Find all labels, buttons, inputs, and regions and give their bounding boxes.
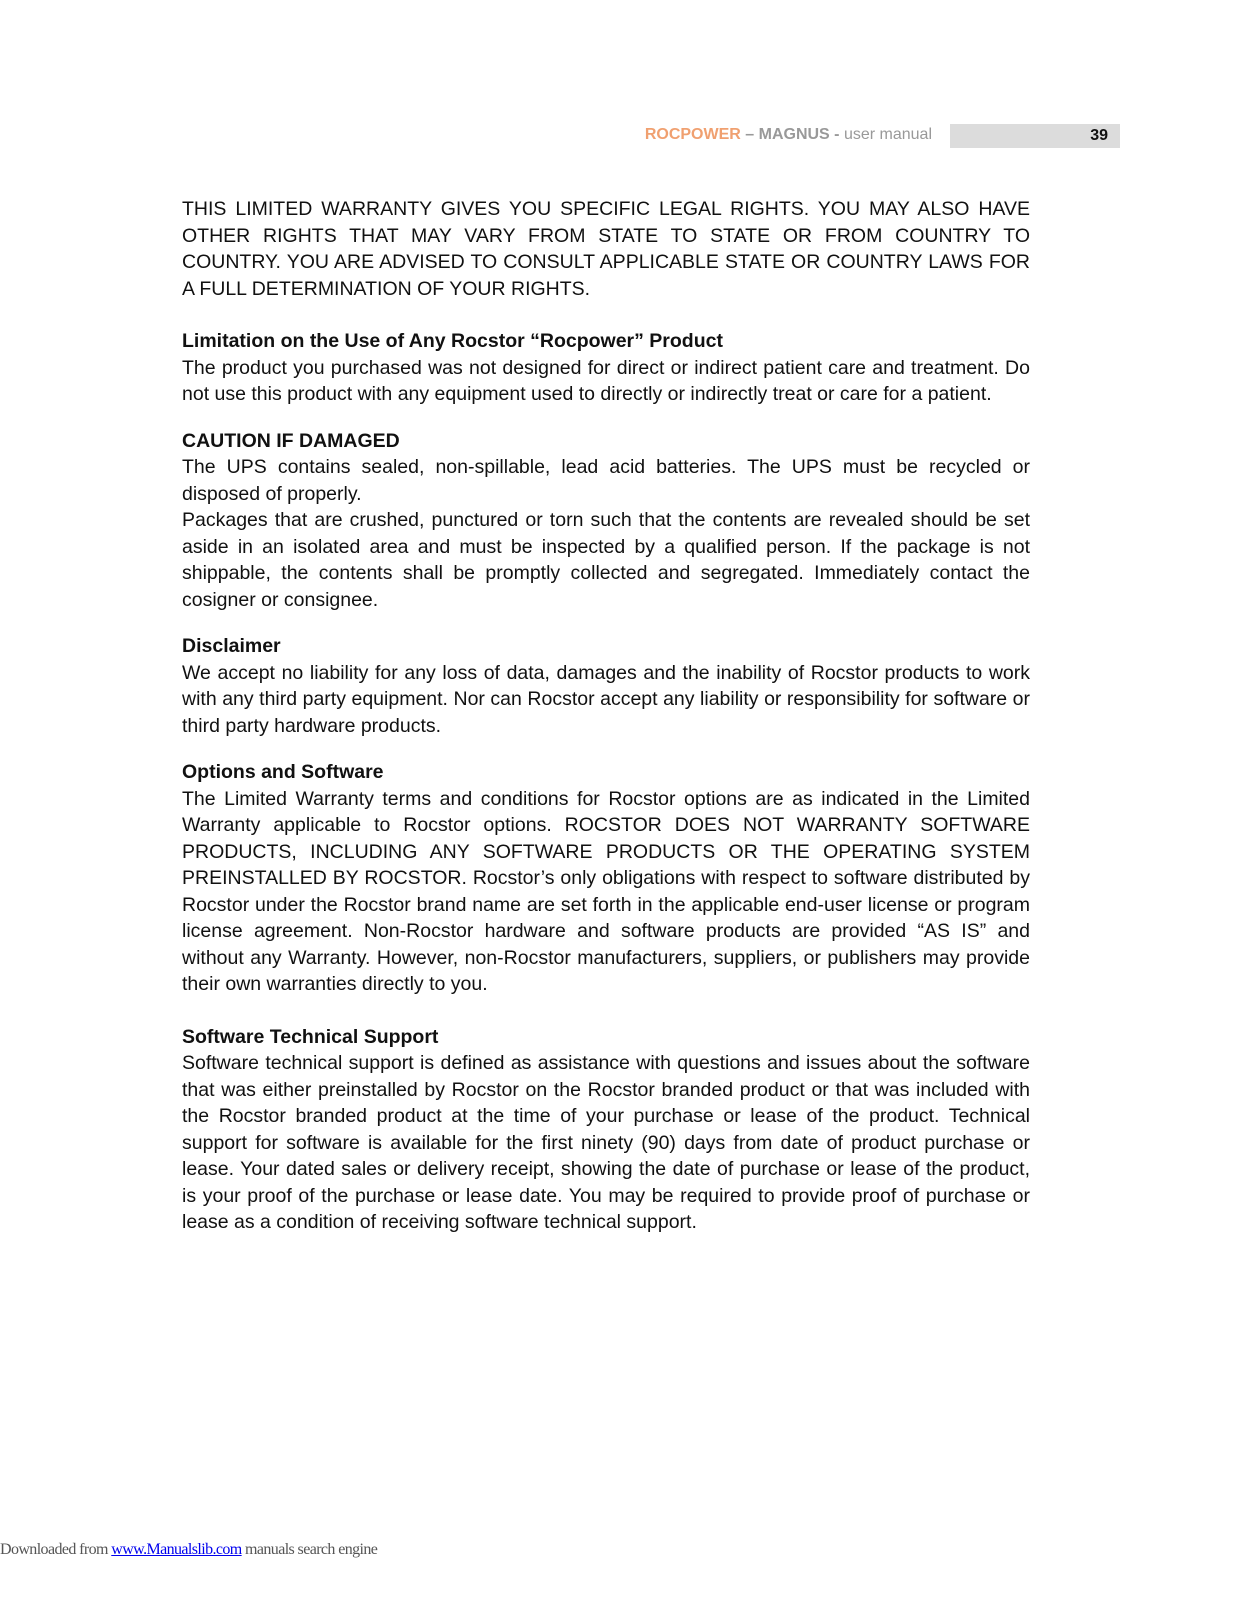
- section-heading: Limitation on the Use of Any Rocstor “Rocpower” Product: [182, 330, 723, 352]
- section-paragraph: Packages that are crushed, punctured or torn such that the contents are revealed should be set aside in an isolated area and must be inspected by a qualified person. If the package is not shippable, the contents shall be promptly collected and segregated. Immediately contact the cosigner or consignee.: [182, 509, 1030, 611]
- section-heading: Disclaimer: [182, 635, 281, 657]
- section-software-support: [182, 1024, 1030, 1236]
- page-number: 39: [1090, 127, 1108, 144]
- header-separator: –: [740, 126, 759, 143]
- section-caution: [182, 428, 1030, 614]
- page-header: [600, 124, 1140, 148]
- download-footer: [0, 1541, 377, 1559]
- page-number-bar: [950, 124, 1120, 148]
- section-paragraph: The Limited Warranty terms and conditions for Rocstor options are as indicated in the Limited Warranty applicable to Rocstor options. ROCSTOR DOES NOT WARRANTY SOFTWARE PRODUCTS, INCLUDING ANY SOFTWARE PRODUCTS OR THE OPERATING SYSTEM PREINSTALLED BY ROCSTOR. Rocstor’s only obligations with respect to software distributed by Rocstor under the Rocstor brand name are set forth in the applicable end-user license or program license agreement. Non-Rocstor hardware and software products are provided “AS IS” and without any Warranty. However, non-Rocstor manufacturers, suppliers, or publishers may provide their own warranties directly to you.: [182, 787, 1030, 995]
- section-options-software: [182, 759, 1030, 998]
- header-manual-label: user manual: [839, 126, 932, 143]
- page-body: [182, 196, 1030, 1236]
- footer-prefix: Downloaded from: [0, 1541, 112, 1558]
- section-paragraph: We accept no liability for any loss of data, damages and the inability of Rocstor products to work with any third party equipment. Nor can Rocstor accept any liability or responsibility for software or third party hardware products.: [182, 661, 1030, 737]
- header-title: [645, 126, 932, 144]
- section-paragraph: Software technical support is defined as assistance with questions and issues about the software that was either preinstalled by Rocstor on the Rocstor branded product or that was included with the Rocstor branded product at the time of your purchase or lease of the product. Technical support for software is available for the first ninety (90) days from date of product purchase or lease. Your dated sales or delivery receipt, showing the date of purchase or lease of the product, is your proof of the purchase or lease date. You may be required to provide proof of purchase or lease as a condition of receiving software technical support.: [182, 1052, 1030, 1233]
- header-model: MAGNUS -: [758, 126, 840, 143]
- section-limitation: [182, 328, 1030, 408]
- footer-suffix: manuals search engine: [241, 1541, 378, 1558]
- section-heading: CAUTION IF DAMAGED: [182, 429, 400, 452]
- section-disclaimer: [182, 633, 1030, 739]
- section-paragraph: The UPS contains sealed, non-spillable, lead acid batteries. The UPS must be recycled or disposed of properly.: [182, 456, 1030, 505]
- header-brand: ROCPOWER: [644, 126, 741, 143]
- intro-paragraph: THIS LIMITED WARRANTY GIVES YOU SPECIFIC LEGAL RIGHTS. YOU MAY ALSO HAVE OTHER RIGHTS THAT MAY VARY FROM STATE TO STATE OR FROM COUNTRY TO COUNTRY. YOU ARE ADVISED TO CONSULT APPLICABLE STATE OR COUNTRY LAWS FOR A FULL DETERMINATION OF YOUR RIGHTS.: [182, 198, 1030, 300]
- section-heading: Options and Software: [182, 761, 384, 783]
- manualslib-link[interactable]: www.Manualslib.com: [111, 1541, 242, 1558]
- section-paragraph: The product you purchased was not designed for direct or indirect patient care and treatment. Do not use this product with any equipment used to directly or indirectly treat or care for a patient.: [182, 356, 1030, 405]
- section-heading: Software Technical Support: [182, 1025, 439, 1048]
